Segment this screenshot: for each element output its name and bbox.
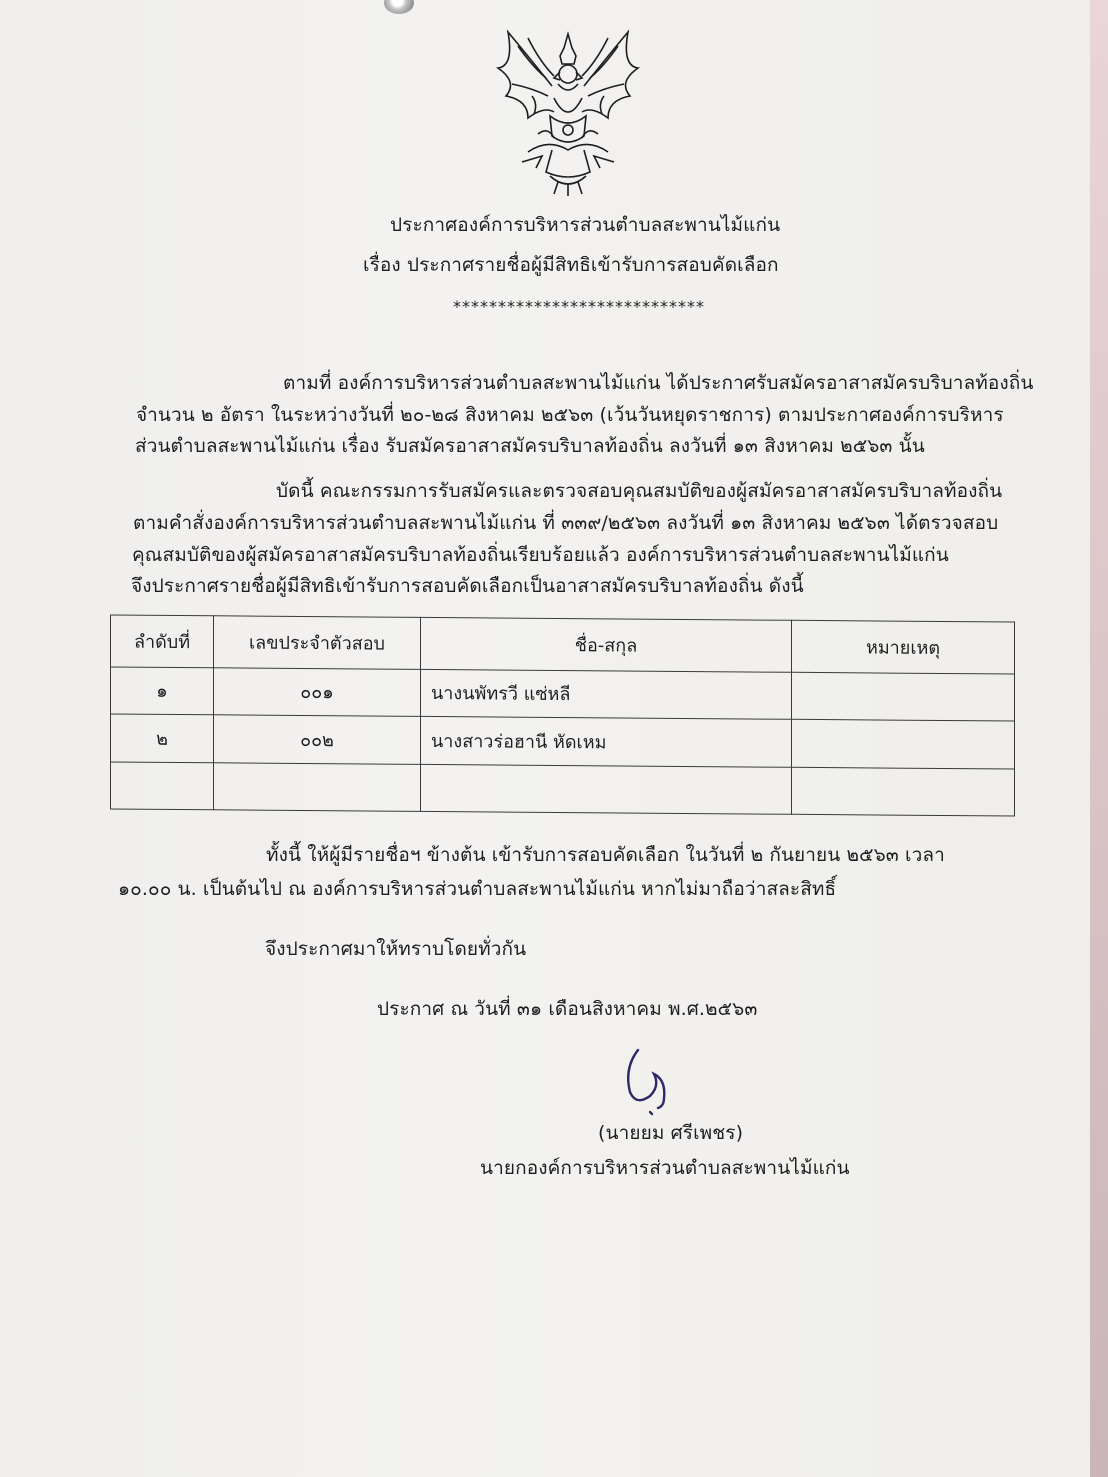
- paragraph-3-line-1: ทั้งนี้ ให้ผู้มีรายชื่อฯ ข้างต้น เข้ารับการสอบคัดเลือก ในวันที่ ๒ กันยายน ๒๕๖๓ เวลา: [266, 844, 945, 866]
- announcement-date: ประกาศ ณ วันที่ ๓๑ เดือนสิงหาคม พ.ศ.๒๕๖๓: [377, 998, 758, 1020]
- separator-stars: ****************************: [453, 297, 705, 316]
- paragraph-2-line-4: จึงประกาศรายชื่อผู้มีสิทธิเข้ารับการสอบคัดเลือกเป็นอาสาสมัครบริบาลท้องถิ่น ดังนี้: [131, 575, 804, 597]
- table-header-row: [111, 615, 1015, 674]
- row-remarks: [792, 719, 1015, 768]
- announcement-title: ประกาศองค์การบริหารส่วนตำบลสะพานไม้แก่น: [390, 214, 781, 236]
- paragraph-2-line-1: บัดนี้ คณะกรรมการรับสมัครและตรวจสอบคุณสมบัติของผู้สมัครอาสาสมัครบริบาลท้องถิ่น: [276, 480, 1003, 502]
- paragraph-1-line-1: ตามที่ องค์การบริหารส่วนตำบลสะพานไม้แก่น ได้ประกาศรับสมัครอาสาสมัครบริบาลท้องถิ่น: [283, 372, 1034, 394]
- garuda-emblem-icon: [488, 26, 648, 198]
- row-full-name: นางสาวร่อฮานี หัดเหม: [421, 716, 792, 766]
- table-row: [111, 666, 1015, 721]
- signer-name: (นายยม ศรีเพชร): [598, 1122, 744, 1144]
- header-exam-id: เลขประจำตัวสอบ: [214, 616, 421, 669]
- row-exam-id: ๐๐๒: [214, 715, 421, 764]
- announcement-subject: เรื่อง ประกาศรายชื่อผู้มีสิทธิเข้ารับการสอบคัดเลือก: [363, 254, 779, 276]
- row-exam-id: ๐๐๑: [214, 667, 421, 716]
- paragraph-2-line-3: คุณสมบัติของผู้สมัครอาสาสมัครบริบาลท้องถิ่นเรียบร้อยแล้ว องค์การบริหารส่วนตำบลสะพานไม้แก่น: [132, 544, 949, 566]
- paragraph-1-line-2: จำนวน ๒ อัตรา ในระหว่างวันที่ ๒๐-๒๘ สิงหาคม ๒๕๖๓ (เว้นวันหยุดราชการ) ตามประกาศองค์การบริหาร: [136, 404, 1004, 426]
- announce-statement: จึงประกาศมาให้ทราบโดยทั่วกัน: [265, 938, 527, 960]
- row-remarks: [792, 767, 1015, 816]
- row-order: [111, 761, 214, 809]
- header-full-name: ชื่อ-สกุล: [421, 617, 792, 671]
- background-edge: [1090, 0, 1108, 1477]
- row-order: ๒: [111, 714, 214, 762]
- header-remarks: หมายเหตุ: [792, 620, 1015, 673]
- paragraph-1-line-3: ส่วนตำบลสะพานไม้แก่น เรื่อง รับสมัครอาสาสมัครบริบาลท้องถิ่น ลงวันที่ ๑๓ สิงหาคม ๒๕๖๓ นั้น: [135, 435, 925, 457]
- handwritten-signature-icon: [610, 1040, 690, 1120]
- paragraph-2-line-2: ตามคำสั่งองค์การบริหารส่วนตำบลสะพานไม้แก่น ที่ ๓๓๙/๒๕๖๓ ลงวันที่ ๑๓ สิงหาคม ๒๕๖๓ ได้ตรวจสอบ: [133, 512, 999, 534]
- table-row: [111, 714, 1015, 769]
- paragraph-3-line-2: ๑๐.๐๐ น. เป็นต้นไป ณ องค์การบริหารส่วนตำบลสะพานไม้แก่น หากไม่มาถือว่าสละสิทธิ์: [118, 878, 837, 900]
- row-exam-id: [214, 762, 421, 811]
- candidate-table: [110, 614, 1015, 816]
- row-full-name: [421, 764, 792, 814]
- table-row: [111, 761, 1015, 816]
- header-order: ลำดับที่: [111, 615, 214, 667]
- row-order: ๑: [111, 666, 214, 714]
- signer-title: นายกองค์การบริหารส่วนตำบลสะพานไม้แก่น: [480, 1157, 850, 1179]
- row-remarks: [792, 672, 1015, 721]
- row-full-name: นางนพัทรวี แซ่หลี: [421, 669, 792, 719]
